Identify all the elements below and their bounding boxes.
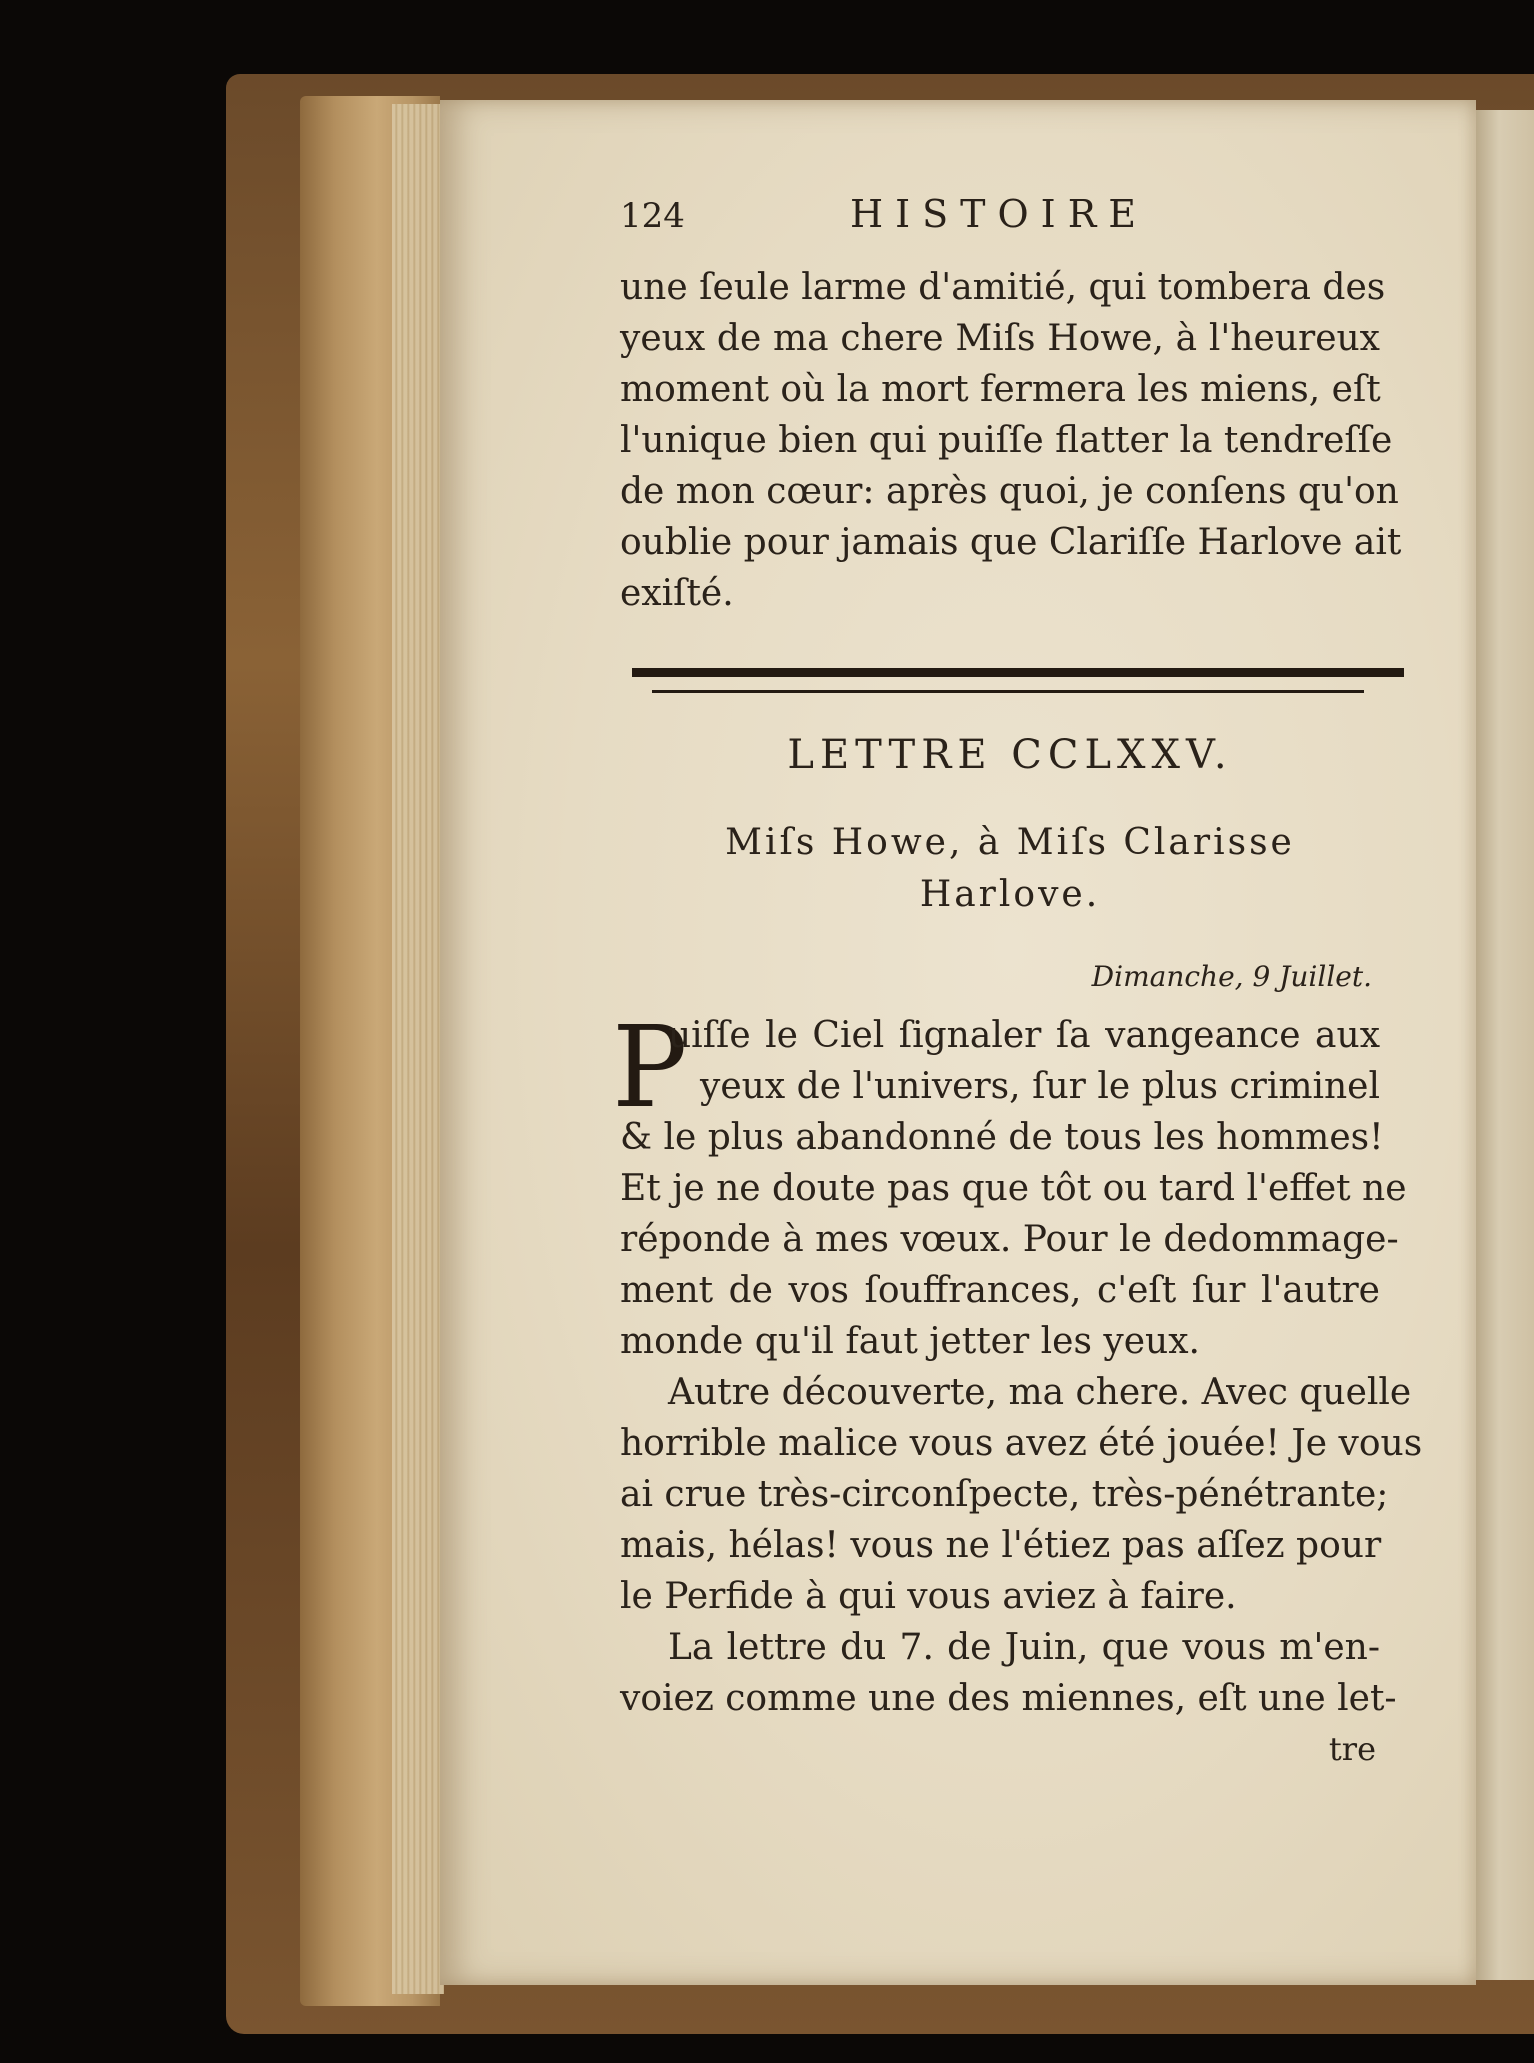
text-line: horrible malice vous avez été jouée! Je vous <box>620 1423 1423 1464</box>
text-line: yeux de ma chere Miſs Howe, à l'heureux <box>620 318 1380 359</box>
text-line: ai crue très-circonſpecte, très-pénétrante; <box>620 1474 1389 1515</box>
text-line: ment de vos ſouffrances, c'eſt ſur l'autre <box>620 1270 1380 1311</box>
text-line: le Perfide à qui vous aviez à faire. <box>620 1576 1237 1617</box>
text-line: moment où la mort fermera les miens, eſt <box>620 369 1381 410</box>
letter-title: LETTRE CCLXXV. <box>787 732 1233 778</box>
section-rule-thick <box>632 668 1404 677</box>
first-paragraph <box>620 1010 1407 1367</box>
text-line: Et je ne doute pas que tôt ou tard l'effet ne <box>620 1168 1407 1209</box>
text-line: voiez comme une des miennes, eſt une let- <box>620 1678 1397 1719</box>
letter-address-line-1: Miſs Howe, à Miſs Clarisse <box>725 822 1295 863</box>
text-line: de mon cœur: après quoi, je conſens qu'on <box>620 471 1399 512</box>
text-line: yeux de l'univers, ſur le plus criminel <box>700 1066 1380 1107</box>
text-line: une ſeule larme d'amitié, qui tombera des <box>620 267 1386 308</box>
letter-dateline: Dimanche, 9 Juillet. <box>1091 960 1372 993</box>
drop-cap: P <box>612 1003 688 1133</box>
text-line: réponde à mes vœux. Pour le dedommage- <box>620 1219 1399 1260</box>
page-number: 124 <box>620 196 685 236</box>
text-line: oublie pour jamais que Clariſſe Harlove ait <box>620 522 1402 563</box>
continued-paragraph <box>620 262 1402 619</box>
second-paragraph <box>620 1367 1423 1622</box>
facing-page-edge <box>1476 110 1534 1980</box>
text-line: mais, hélas! vous ne l'étiez pas aſſez pour <box>620 1525 1382 1566</box>
third-paragraph <box>620 1622 1397 1724</box>
text-line: Autre découverte, ma chere. Avec quelle <box>668 1372 1412 1413</box>
text-line: & le plus abandonné de tous les hommes! <box>620 1117 1384 1158</box>
text-line: La lettre du 7. de Juin, que vous m'en- <box>668 1627 1380 1668</box>
catchword: tre <box>1328 1730 1376 1768</box>
text-line: l'unique bien qui puiſſe flatter la tendreſſe <box>620 420 1393 461</box>
text-line: monde qu'il faut jetter les yeux. <box>620 1321 1200 1362</box>
text-line: uiſſe le Ciel ſignaler ſa vangeance aux <box>668 1015 1380 1056</box>
section-rule-thin <box>652 690 1364 693</box>
letter-address-line-2: Harlove. <box>919 874 1101 915</box>
running-header <box>620 192 1340 248</box>
running-title: HISTOIRE <box>850 192 1149 236</box>
page-edges <box>392 104 444 1994</box>
text-line: exiſté. <box>620 573 734 614</box>
